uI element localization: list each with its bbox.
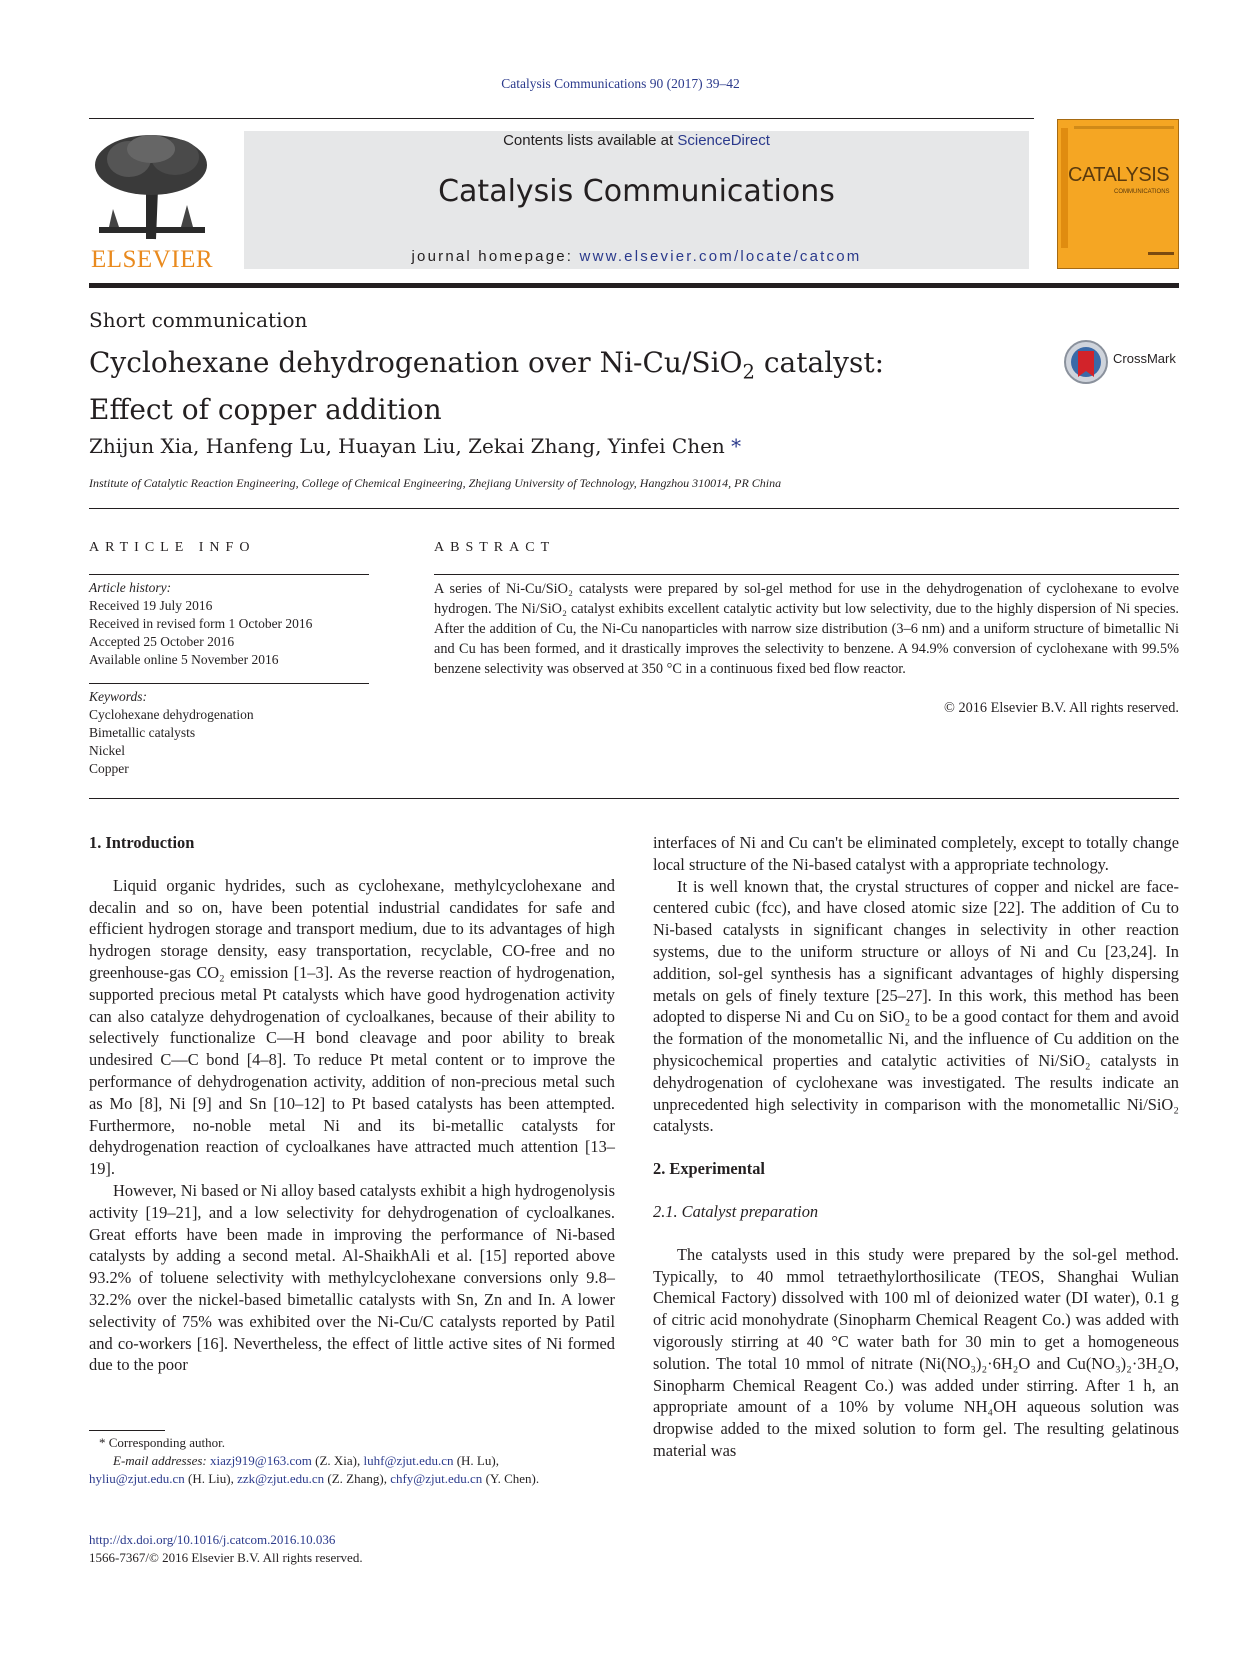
- article-type: Short communication: [89, 308, 308, 332]
- corresponding-author-mark[interactable]: *: [731, 434, 742, 458]
- doi-block: [89, 1531, 363, 1567]
- keyword-item: Nickel: [89, 743, 125, 758]
- journal-banner: [244, 131, 1029, 269]
- history-label: Article history:: [89, 580, 172, 595]
- title-part1: Cyclohexane dehydrogenation over Ni-Cu/SiO: [89, 346, 743, 379]
- elsevier-wordmark: ELSEVIER: [90, 246, 214, 273]
- author-list: [89, 434, 741, 458]
- affiliation-rule: [89, 508, 1179, 509]
- journal-citation[interactable]: Catalysis Communications 90 (2017) 39–42: [501, 76, 740, 91]
- title-part2: catalyst: Effect of copper addition: [89, 346, 885, 426]
- paragraph: interfaces of Ni and Cu can't be eliminated completely, except to totally change local structure of the Ni-based catalyst with a appropriate technology.: [653, 833, 1179, 874]
- email-link[interactable]: luhf@zjut.edu.cn: [363, 1453, 454, 1468]
- abstract-heading: ABSTRACT: [434, 540, 556, 555]
- keyword-item: Bimetallic catalysts: [89, 725, 196, 740]
- email-link[interactable]: zzk@zjut.edu.cn: [237, 1471, 325, 1486]
- email-link[interactable]: chfy@zjut.edu.cn: [390, 1471, 483, 1486]
- email-line: [89, 1470, 649, 1488]
- cover-side-strip: [1061, 128, 1068, 248]
- paragraph: Liquid organic hydrides, such as cyclohexane, methylcyclohexane and decalin and so on, have been potential industrial candidates for safe and efficient hydrogen storage and transport medium, due to its advantages of high hydrogen storage density, easy transportation, recyclable, CO-free and no greenhouse-gas CO₂ emission [1–3]. As the reverse reaction of hydrogenation, supported precious metal Pt catalysts which have good hydrogenation activity can also catalyze dehydrogenation of cycloalkanes, because of their ability to selectively functionalize C—H bond cleavage and poor ability to break undesired C—C bond [4–8]. To reduce Pt metal content or to improve the performance of dehydrogenation activity, addition of non-precious metal such as Mo [8], Ni [9] and Sn [10–12] to Pt based catalysts has been attempted. Furthermore, no-noble metal Ni and its bi-metallic catalysts for dehydrogenation reaction of cycloalkanes have attracted much attention [13–19].: [89, 875, 615, 1179]
- article-info-rule: [89, 574, 369, 575]
- history-received: Received 19 July 2016: [89, 598, 213, 613]
- email-owner: (Z. Xia),: [315, 1453, 361, 1468]
- contents-prefix: Contents lists available at: [503, 132, 678, 149]
- email-link[interactable]: hyliu@zjut.edu.cn: [89, 1471, 185, 1486]
- abstract-copyright: © 2016 Elsevier B.V. All rights reserved.: [944, 700, 1179, 716]
- paragraph: The catalysts used in this study were prepared by the sol-gel method. Typically, to 40 mmol tetraethylorthosilicate (TEOS, Shanghai Wulian Chemical Factory) dissolved with 100 ml of deionized water (DI water), 0.1 g of citric acid monohydrate (Sinopharm Chemical Reagent Co.) was added with vigorously stirring at 40 °C water bath for 30 min to get a homogeneous solution. The total 10 mmol of nitrate (Ni(NO₃)₂·6H₂O and Cu(NO₃)₂·3H₂O, Sinopharm Chemical Reagent Co.) was added under stirring. After 1 h, an appropriate amount of a 10% by volume NH₄OH aqueous solution was dropwise added to the mixed solution to form gel. The resulting gelatinous material was: [653, 1244, 1179, 1460]
- email-label: E-mail addresses:: [113, 1453, 207, 1468]
- keywords-rule: [89, 683, 369, 684]
- header-thick-rule: [89, 283, 1179, 288]
- section-heading-experimental: 2. Experimental: [653, 1159, 765, 1179]
- abstract-rule: [434, 574, 1179, 575]
- homepage-link[interactable]: www.elsevier.com/locate/catcom: [579, 248, 862, 265]
- affiliation: Institute of Catalytic Reaction Engineering, College of Chemical Engineering, Zhejiang University of Technology, Hangzhou 310014, PR China: [89, 476, 782, 490]
- journal-cover[interactable]: [1057, 119, 1179, 269]
- keyword-item: Cyclohexane dehydrogenation: [89, 707, 254, 722]
- email-link[interactable]: xiazj919@163.com: [210, 1453, 312, 1468]
- issn-copyright: 1566-7367/© 2016 Elsevier B.V. All rights reserved.: [89, 1550, 363, 1565]
- authors-text: Zhijun Xia, Hanfeng Lu, Huayan Liu, Zekai Zhang, Yinfei Chen: [89, 434, 725, 458]
- footnote-rule: [89, 1430, 165, 1431]
- paragraph: It is well known that, the crystal structures of copper and nickel are face-centered cubic (fcc), and have closed atomic size [22]. The addition of Cu to Ni-based catalysts in significant changes in selectivity in other reaction systems, due to the uniform structure or alloys of Ni and Cu [23,24]. In addition, sol-gel synthesis has a significant advantages of highly dispersing metals on gels of finely texture [25–27]. In this work, this method has been adopted to disperse Ni and Cu on SiO₂ to be a good contact for them and avoid the formation of the monometallic Ni, and the influence of Cu addition on the physicochemical properties and catalytic activities of Ni/SiO₂ catalysts in dehydrogenation of cyclohexane was investigated. The results indicate an unprecedented high selectivity in comparison with the monometallic Ni/SiO₂ catalysts.: [653, 876, 1179, 1136]
- journal-title: Catalysis Communications: [438, 174, 835, 209]
- crossmark-badge[interactable]: [1063, 339, 1183, 385]
- cover-top-strip: [1074, 126, 1174, 129]
- keywords-label: Keywords:: [89, 689, 147, 704]
- corresponding-text: Corresponding author.: [108, 1435, 226, 1450]
- cover-title: CATALYSIS: [1068, 164, 1170, 186]
- article-title: [89, 344, 949, 428]
- article-info-heading: ARTICLE INFO: [89, 540, 256, 555]
- section-heading-introduction: 1. Introduction: [89, 833, 195, 852]
- email-owner: (H. Lu),: [456, 1453, 499, 1468]
- abstract-text: A series of Ni-Cu/SiO₂ catalysts were prepared by sol-gel method for use in the dehydrogenation of cyclohexane to evolve hydrogen. The Ni/SiO₂ catalyst exhibits excellent catalytic activity but low selectivity, due to the highly dispersion of Ni species. After the addition of Cu, the Ni-Cu nanoparticles with narrow size distribution (3–6 nm) and a uniform structure of bimetallic Ni and Cu has been formed, and it drastically improves the selectivity to benzene. A 94.9% conversion of cyclohexane with 99.5% benzene selectivity was observed at 350 °C in a continuous fixed bed flow reactor.: [434, 581, 1179, 677]
- corresponding-author-note: [89, 1434, 649, 1452]
- keyword-item: Copper: [89, 761, 129, 776]
- body-column-left: [89, 832, 615, 1376]
- crossmark-label: CrossMark: [1113, 351, 1176, 366]
- subsection-heading-catalyst-preparation: 2.1. Catalyst preparation: [653, 1201, 819, 1221]
- header-rule: [89, 118, 1034, 119]
- sciencedirect-link[interactable]: ScienceDirect: [677, 132, 770, 149]
- body-rule: [89, 798, 1179, 799]
- body-column-right: [653, 832, 1179, 1462]
- history-revised: Received in revised form 1 October 2016: [89, 616, 313, 631]
- history-online: Available online 5 November 2016: [89, 652, 279, 667]
- email-owner: (Y. Chen).: [485, 1471, 540, 1486]
- crossmark-icon: [1063, 339, 1109, 385]
- email-line: [89, 1452, 649, 1470]
- email-owner: (H. Liu),: [187, 1471, 234, 1486]
- doi-link[interactable]: http://dx.doi.org/10.1016/j.catcom.2016.10.036: [89, 1532, 336, 1547]
- cover-subtitle: COMMUNICATIONS: [1114, 189, 1170, 195]
- email-owner: (Z. Zhang),: [327, 1471, 387, 1486]
- footnote-mark: *: [99, 1435, 106, 1450]
- homepage-line: [244, 248, 1029, 265]
- cover-bottom-mark: [1148, 252, 1174, 255]
- contents-line: [244, 132, 1029, 149]
- title-subscript: 2: [742, 360, 755, 384]
- homepage-prefix: journal homepage:: [411, 248, 580, 265]
- footnote: [89, 1434, 649, 1488]
- paragraph: However, Ni based or Ni alloy based catalysts exhibit a high hydrogenolysis activity [19–21], and a low selectivity for dehydrogenation of cycloalkanes. Great efforts have been made in improving the performance of Ni-based catalysts by adding a second metal. Al-ShaikhAli et al. [15] reported above 93.2% of toluene selectivity with methylcyclohexane conversions only 9.8–32.2% over the nickel-based bimetallic catalysts with Sn, Zn and In. A lower selectivity of 75% was exhibited over the Ni-Cu/C catalysts reported by Patil and co-workers [16]. Nevertheless, the effect of little active sites of Ni formed due to the poor: [89, 1180, 615, 1375]
- article-history: [89, 579, 369, 669]
- keywords: [89, 688, 369, 778]
- history-accepted: Accepted 25 October 2016: [89, 634, 235, 649]
